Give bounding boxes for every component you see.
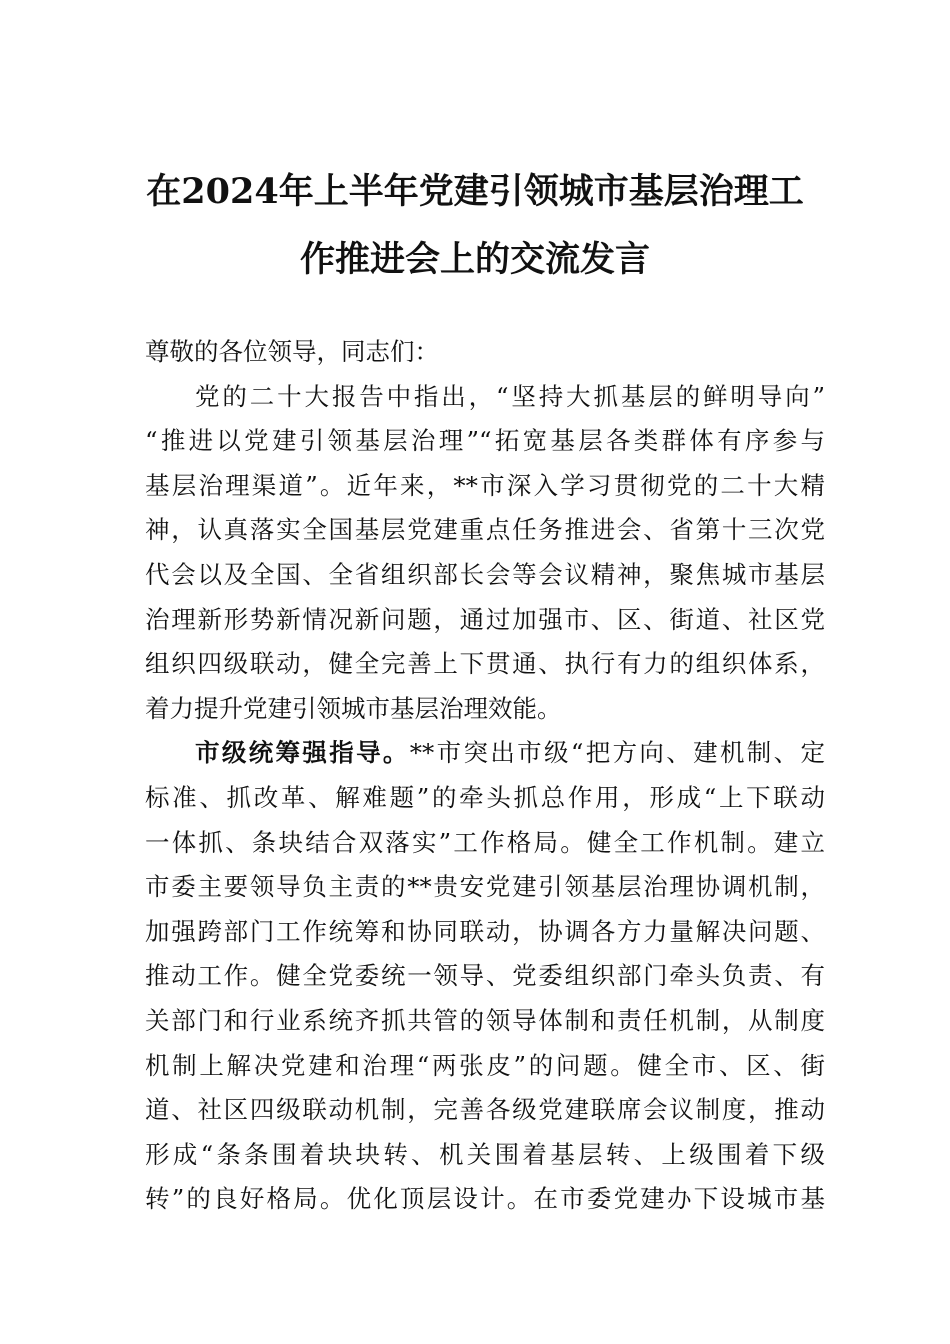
text-line: 关部门和行业系统齐抓共管的领导体制和责任机制，从制度 [145,1005,825,1035]
text-line: 市委主要领导负主责的**贵安党建引领基层治理协调机制， [145,872,825,902]
paragraph-2-first-line [145,735,825,780]
text-line: “推进以党建引领基层治理”“拓宽基层各类群体有序参与 [145,426,825,456]
text-line: 治理新形势新情况新问题，通过加强市、区、街道、社区党 [145,604,825,634]
text-line: 组织四级联动，健全完善上下贯通、执行有力的组织体系， [145,649,825,679]
text-line: 加强跨部门工作统筹和协同联动，协调各方力量解决问题、 [145,916,825,946]
text-line: 机制上解决党建和治理“两张皮”的问题。健全市、区、街 [145,1050,825,1080]
text-line: 转”的良好格局。优化顶层设计。在市委党建办下设城市基 [145,1184,825,1214]
document-body [145,334,825,1226]
paragraph-1 [145,379,825,736]
paragraph-2-first-line-text: **市突出市级“把方向、建机制、定 [409,738,826,768]
document-title-line-2: 作推进会上的交流发言 [299,239,650,280]
section-heading: 市级统筹强指导。 [195,738,410,768]
text-line: 党的二十大报告中指出，“坚持大抓基层的鲜明导向” [195,381,825,411]
text-line: 标准、抓改革、解难题”的牵头抓总作用，形成“上下联动 [145,782,825,812]
text-line: 道、社区四级联动机制，完善各级党建联席会议制度，推动 [145,1095,825,1125]
text-line: 推动工作。健全党委统一领导、党委组织部门牵头负责、有 [145,961,825,991]
document-title-line-1: 在2024年上半年党建引领城市基层治理工 [146,171,804,212]
salutation: 尊敬的各位领导，同志们： [145,337,439,366]
text-line: 基层治理渠道”。近年来，**市深入学习贯彻党的二十大精 [145,470,825,500]
text-line: 着力提升党建引领城市基层治理效能。 [145,693,562,723]
text-line: 一体抓、条块结合双落实”工作格局。健全工作机制。建立 [145,827,825,857]
text-line: 代会以及全国、全省组织部长会等会议精神，聚焦城市基层 [145,559,825,589]
paragraph-2 [145,780,825,1226]
text-line: 形成“条条围着块块转、机关围着基层转、上级围着下级 [145,1139,825,1169]
text-line: 神，认真落实全国基层党建重点任务推进会、省第十三次党 [145,515,825,545]
